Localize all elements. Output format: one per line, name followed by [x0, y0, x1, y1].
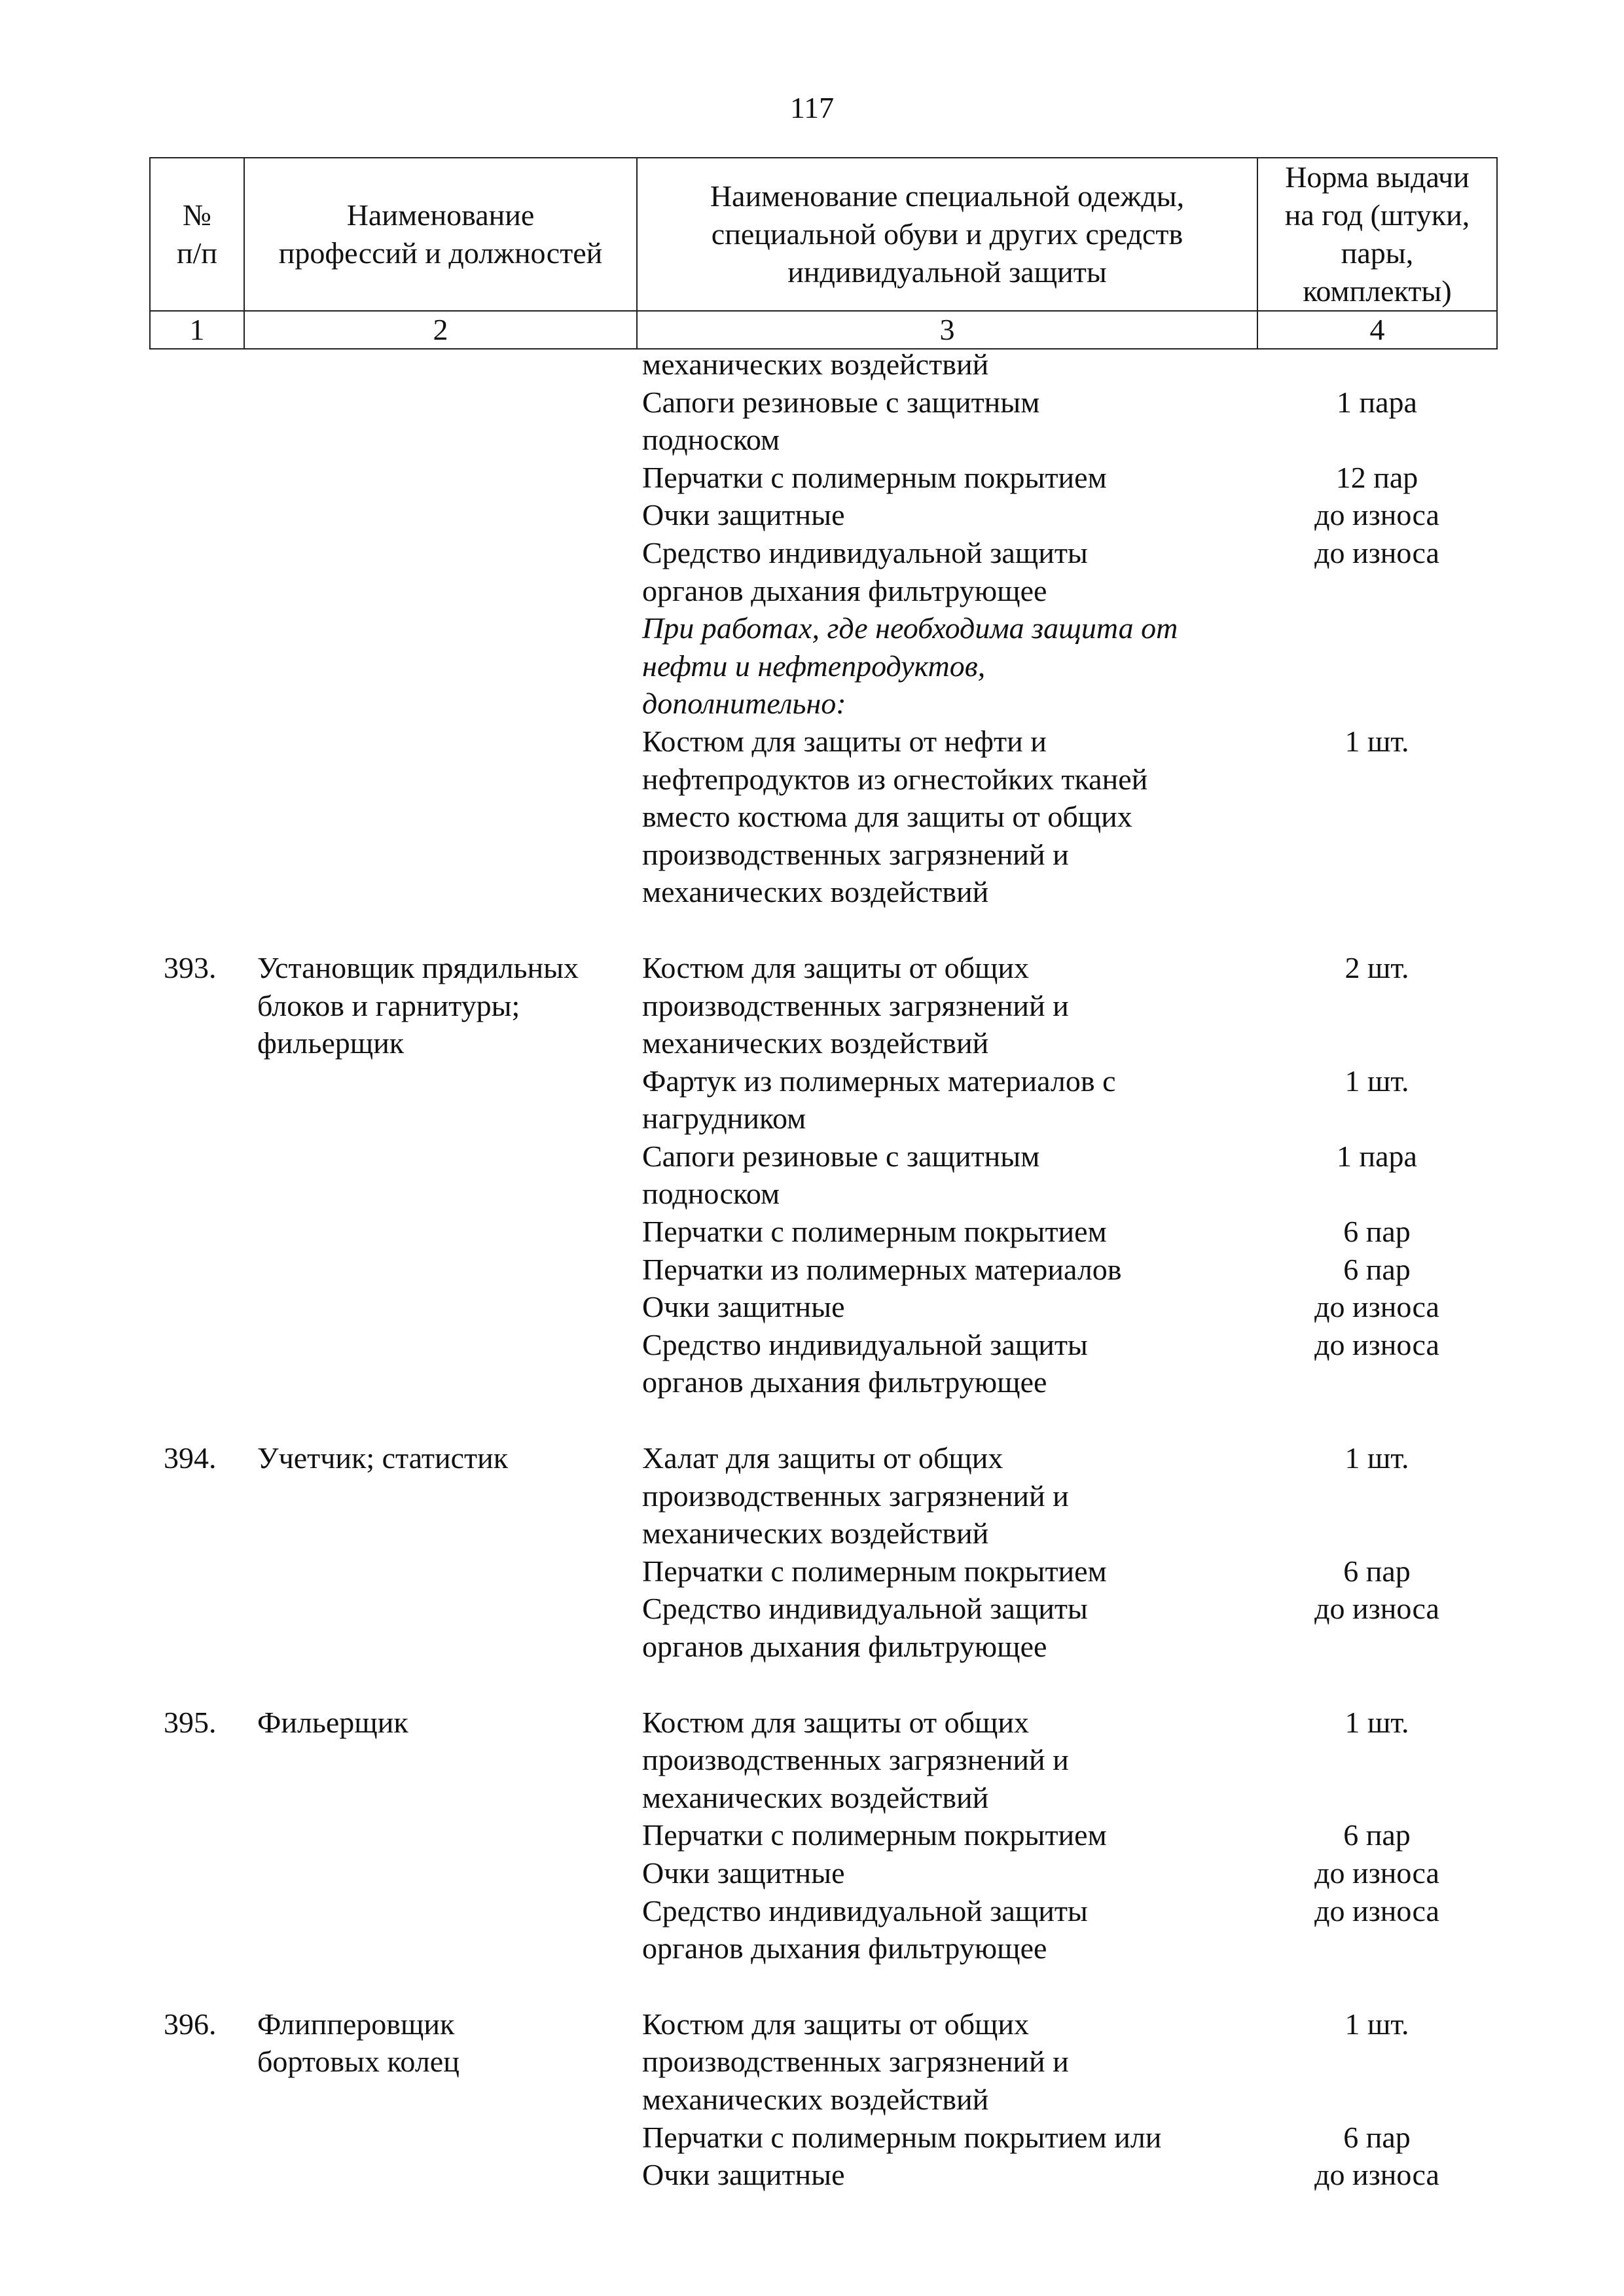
list-item	[642, 1213, 1496, 1251]
item-name: Костюм для защиты от общих производственных загрязнений и механических воздействий	[642, 1705, 1069, 1814]
item-name: Перчатки с полимерным покрытием или	[642, 2120, 1162, 2154]
header-equipment	[637, 158, 1257, 311]
list-item	[642, 2156, 1496, 2194]
item-name: При работах, где необходима защита от нефти и нефтепродуктов, дополнительно:	[642, 611, 1178, 721]
row-items	[642, 1439, 1496, 1666]
item-norm	[1257, 346, 1496, 384]
item-norm: 12 пар	[1335, 460, 1418, 494]
header-number	[150, 158, 244, 311]
item-norm: 6 пар	[1343, 1818, 1411, 1852]
item-name: Перчатки с полимерным покрытием	[642, 460, 1107, 494]
item-name: Халат для защиты от общих производственных загрязнений и механических воздействий	[642, 1441, 1069, 1551]
header-norm-text: Норма выдачи на год (штуки, пары, комплекты)	[1284, 160, 1470, 308]
table-row	[149, 346, 1496, 911]
item-norm: 6 пар	[1343, 1215, 1411, 1249]
item-norm: до износа	[1314, 2158, 1439, 2192]
item-norm: до износа	[1314, 535, 1439, 569]
table-row	[149, 949, 1496, 1401]
item-norm: 1 шт.	[1344, 724, 1409, 758]
list-item	[642, 384, 1496, 459]
item-name: Очки защитные	[642, 1856, 845, 1890]
item-name: Средство индивидуальной защиты органов дыхания фильтрующее	[642, 1592, 1088, 1663]
item-norm: 1 шт.	[1344, 1441, 1409, 1475]
column-index-1: 1	[150, 311, 244, 349]
list-item	[642, 1251, 1496, 1289]
item-norm: 1 шт.	[1344, 1064, 1409, 1098]
list-item	[642, 723, 1496, 911]
header-number-text: № п/п	[176, 198, 217, 270]
item-name: Сапоги резиновые с защитным подноском	[642, 385, 1040, 457]
item-name: Перчатки с полимерным покрытием	[642, 1818, 1107, 1852]
item-norm: до износа	[1314, 1290, 1439, 1324]
table-row	[149, 2005, 1496, 2194]
row-profession: Флипперовщик бортовых колец	[257, 2007, 460, 2079]
item-norm: 1 шт.	[1344, 1705, 1409, 1739]
list-item	[642, 1062, 1496, 1138]
list-item	[642, 1704, 1496, 1817]
item-norm: 6 пар	[1343, 1252, 1411, 1286]
list-item	[642, 1288, 1496, 1326]
list-item	[642, 1816, 1496, 1854]
item-name: Сапоги резиновые с защитным подноском	[642, 1139, 1040, 1211]
item-name: Средство индивидуальной защиты органов дыхания фильтрующее	[642, 1327, 1088, 1399]
list-item	[642, 496, 1496, 534]
row-profession: Фильерщик	[257, 1705, 408, 1739]
list-item	[642, 1439, 1496, 1552]
item-name: Средство индивидуальной защиты органов дыхания фильтрующее	[642, 1893, 1088, 1965]
table-row	[149, 1704, 1496, 1967]
list-item	[642, 1892, 1496, 1967]
table-header	[149, 157, 1498, 350]
row-number: 396.	[164, 2007, 217, 2041]
header-profession-text: Наименование профессий и должностей	[278, 198, 603, 270]
list-item	[642, 1854, 1496, 1892]
item-norm: 6 пар	[1343, 1554, 1411, 1588]
list-item	[642, 949, 1496, 1062]
item-norm: 6 пар	[1343, 2120, 1411, 2154]
row-number: 393.	[164, 950, 217, 984]
row-number	[149, 346, 257, 911]
item-name: Костюм для защиты от нефти и нефтепродуктов из огнестойких тканей вместо костюма для защиты от общих производственных загрязнений и механических воздействий	[642, 724, 1148, 909]
item-norm: 1 пара	[1337, 1139, 1417, 1173]
item-norm: до износа	[1314, 1893, 1439, 1928]
row-profession	[257, 346, 642, 911]
header-norm	[1257, 158, 1497, 311]
column-index-2: 2	[244, 311, 637, 349]
item-norm: 1 пара	[1337, 385, 1417, 419]
item-norm: 1 шт.	[1344, 2007, 1409, 2041]
table-row	[149, 1439, 1496, 1666]
list-item	[642, 2119, 1496, 2157]
page-number: 117	[789, 91, 835, 124]
item-norm: до износа	[1314, 1856, 1439, 1890]
list-item	[642, 1138, 1496, 1213]
row-number: 394.	[164, 1441, 217, 1475]
row-profession: Установщик прядильных блоков и гарнитуры; фильерщик	[257, 950, 579, 1060]
item-name: Перчатки с полимерным покрытием	[642, 1215, 1107, 1249]
item-name: механических воздействий	[642, 348, 989, 381]
row-profession: Учетчик; статистик	[257, 1441, 509, 1475]
item-norm	[1257, 609, 1496, 723]
item-name: Костюм для защиты от общих производственных загрязнений и механических воздействий	[642, 950, 1069, 1060]
list-item	[642, 346, 1496, 384]
row-items	[642, 2005, 1496, 2194]
item-name: Фартук из полимерных материалов с нагрудником	[642, 1064, 1116, 1136]
table-body	[149, 346, 1496, 2232]
header-profession	[244, 158, 637, 311]
list-item	[642, 459, 1496, 497]
column-index-3: 3	[637, 311, 1257, 349]
list-item	[642, 1552, 1496, 1590]
item-norm: до износа	[1314, 1592, 1439, 1626]
item-name: Средство индивидуальной защиты органов дыхания фильтрующее	[642, 535, 1088, 607]
list-item	[642, 1590, 1496, 1665]
item-name: Костюм для защиты от общих производственных загрязнений и механических воздействий	[642, 2007, 1069, 2116]
row-items	[642, 949, 1496, 1401]
item-name: Очки защитные	[642, 1290, 845, 1324]
row-items	[642, 346, 1496, 911]
row-items	[642, 1704, 1496, 1967]
item-name: Очки защитные	[642, 2158, 845, 2192]
row-number: 395.	[164, 1705, 217, 1739]
list-item	[642, 1326, 1496, 1401]
item-name: Очки защитные	[642, 498, 845, 532]
list-item	[642, 534, 1496, 609]
item-name: Перчатки с полимерным покрытием	[642, 1554, 1107, 1588]
column-index-4: 4	[1257, 311, 1497, 349]
list-item	[642, 2005, 1496, 2119]
list-item	[642, 609, 1496, 723]
header-equipment-text: Наименование специальной одежды, специальной обуви и других средств индивидуальной защиты	[710, 179, 1185, 289]
item-name: Перчатки из полимерных материалов	[642, 1252, 1122, 1286]
item-norm: до износа	[1314, 1327, 1439, 1361]
item-norm: 2 шт.	[1344, 950, 1409, 984]
item-norm: до износа	[1314, 498, 1439, 532]
